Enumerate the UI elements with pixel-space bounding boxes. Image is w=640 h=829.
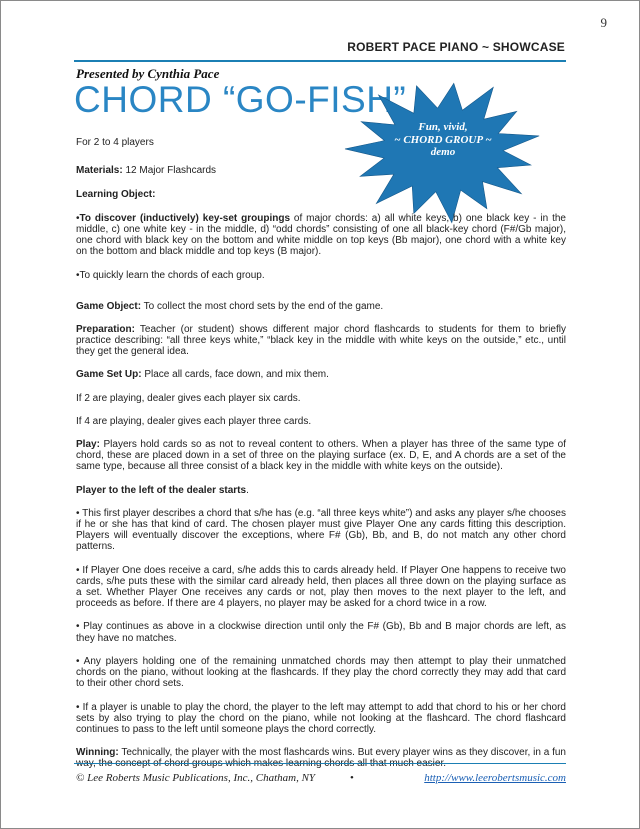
- learning-object-heading: Learning Object:: [76, 189, 156, 201]
- starburst-line-1: Fun, vivid,: [418, 121, 468, 133]
- four-players-deal: If 4 are playing, dealer gives each player three cards.: [76, 415, 312, 427]
- footer-bullet: •: [350, 772, 354, 784]
- materials-text: 12 Major Flashcards: [125, 165, 217, 177]
- rule-bullet: • Any players holding one of the remaining unmatched chords may then attempt to play their unmatched chords on the piano, without looking at the flashcards. If they play the chord correctly they may add that card to their other chord sets.: [76, 655, 566, 690]
- game-instructions: [76, 137, 566, 770]
- rule-bullet: • If a player is unable to play the chord, the player to the left may attempt to add that chord to his or her chord sets by also trying to play the chord on the piano, while not looking at the flashcard. The chord flashcard continues to pass to the left until someone plays the chord correctly.: [76, 701, 566, 735]
- website-link[interactable]: http://www.leerobertsmusic.com: [424, 772, 566, 784]
- header-rule: [74, 60, 566, 62]
- running-header: ROBERT PACE PIANO ~ SHOWCASE: [347, 40, 565, 54]
- players-count: For 2 to 4 players: [76, 137, 154, 148]
- game-setup: Game Set Up: Place all cards, face down, and mix them.: [76, 369, 329, 381]
- page-title: CHORD “GO-FISH”: [74, 79, 407, 120]
- preparation: Preparation: Teacher (or student) shows different major chord flashcards to students for them to briefly practice describing: “all three keys white,” “black key in the middle with white keys on the outside,” etc., until they get the general idea.: [76, 323, 566, 358]
- rule-bullet: • This first player describes a chord that s/he has (e.g. “all three keys white”) and asks any player s/he chooses if he or she has that kind of card. The chosen player must give Player One any cards fitting this description. Players will eventually discover the exceptions, where F# (Gb), Bb, and B, do not match any other chord patterns.: [76, 507, 566, 553]
- starting-player: Player to the left of the dealer starts.: [76, 484, 249, 496]
- materials-label: Materials:: [76, 165, 123, 177]
- page-number: 9: [600, 15, 607, 30]
- copyright-notice: © Lee Roberts Music Publications, Inc., Chatham, NY: [76, 772, 316, 784]
- two-players-deal: If 2 are playing, dealer gives each player six cards.: [76, 392, 301, 404]
- footer: [76, 772, 566, 788]
- winning: Winning: Technically, the player with the most flashcards wins. But every player wins as they discover, in a fun way, the concept of chord groups which makes learning chords all that much easier.: [76, 747, 566, 770]
- rule-bullet: • Play continues as above in a clockwise direction until only the F# (Gb), Bb and B major chords are left, as they have no matches.: [76, 621, 566, 644]
- rule-bullet: • If Player One does receive a card, s/he adds this to cards already held. If Player One happens to receive two cards, s/he puts these with the similar card already held, then places all three down on the playing surface as a set. Whether Player One receives any cards or not, play then moves to the next player to the left, and proceeds as before. If there are 4 players, no player may be asked for a chord twice in a row.: [76, 564, 566, 610]
- learning-object-bullet-2: •To quickly learn the chords of each group.: [76, 270, 265, 282]
- game-object: Game Object: To collect the most chord sets by the end of the game.: [76, 300, 384, 312]
- footer-rule: [74, 763, 566, 764]
- presenter-credit: Presented by Cynthia Pace: [76, 66, 220, 81]
- materials-line: [76, 165, 566, 176]
- learning-object-bullet-1: •To discover (inductively) key-set groupings of major chords: a) all white keys, b) one black key - in the middle, c) one white key - in the middle, d) “odd chords” consisting of one all black-key chord (F#/Gb major), one chord with black key on the bottom and white middle on top keys (Bb major), one chord with a white key on the bottom and black middle and top keys (B major).: [76, 212, 566, 258]
- play-rules: Play: Players hold cards so as not to reveal content to others. When a player has three of the same type of chord, these are placed down in a set of three on the playing surface (ex. D, E, and A chords are a set of the same type, because all three consist of a black key in the middle with white keys on the outside).: [76, 439, 566, 473]
- starburst-line-3: demo: [430, 146, 456, 158]
- starburst-line-2: ~ CHORD GROUP ~: [394, 133, 492, 146]
